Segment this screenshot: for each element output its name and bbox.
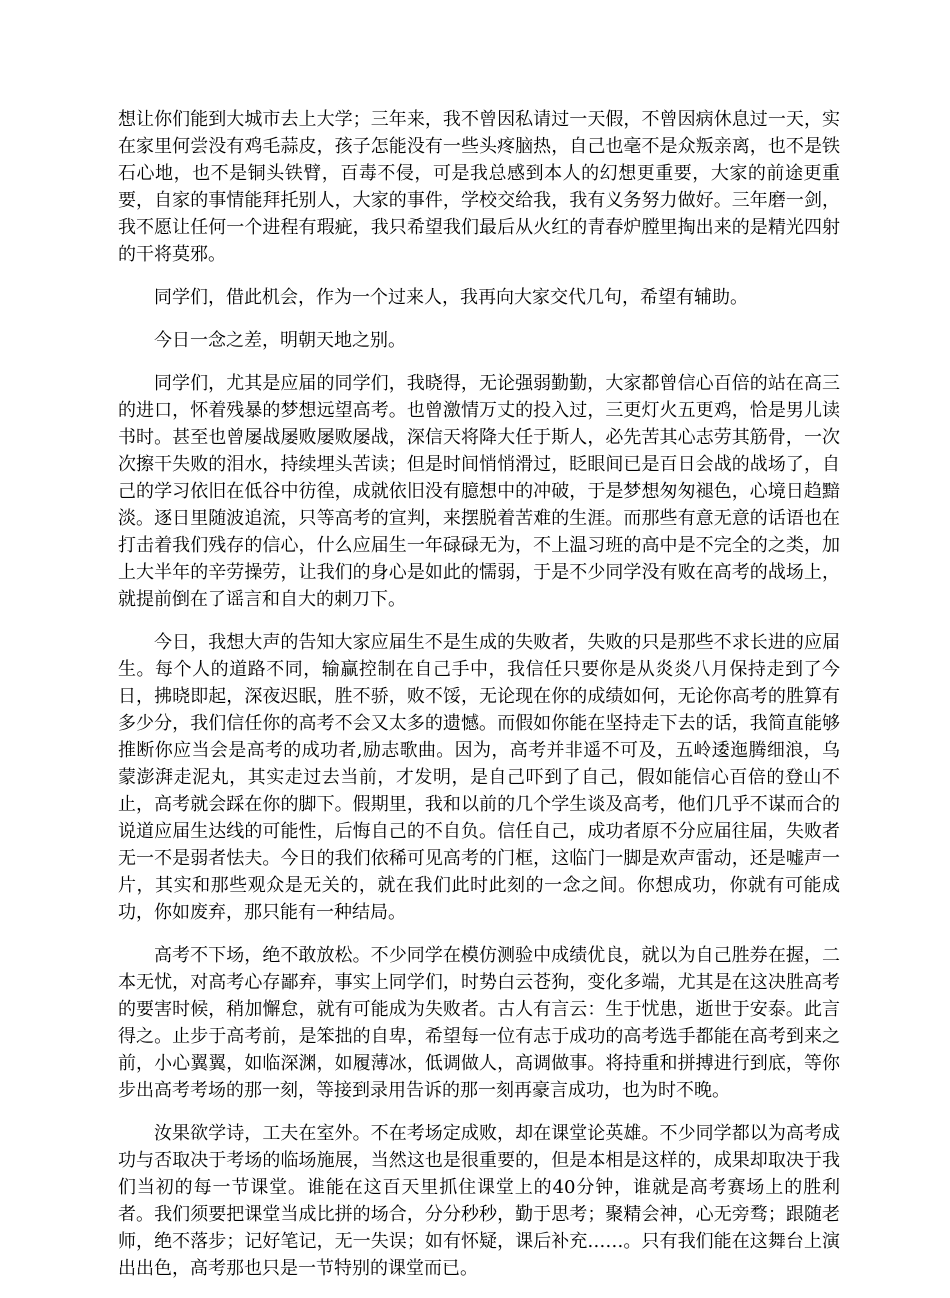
paragraph-4: 同学们，尤其是应届的同学们，我晓得，无论强弱勤勤，大家都曾信心百倍的站在高三的进口，怀着残暴的梦想远望高考。也曾激情万丈的投入过，三更灯火五更鸡，恰是男儿读书时。甚至也曾屡战屡败屡败屡战，深信天将降大任于斯人，必先苦其心志劳其筋骨，一次次擦干失败的泪水，持续埋头苦读；但是时间悄悄滑过，眨眼间已是百日会战的战场了，自己的学习依旧在低谷中彷徨，成就依旧没有臆想中的冲破，于是梦想匆匆褪色，心境日趋黯淡。逐日里随波追流，只等高考的宣判，来摆脱着苦难的生涯。而那些有意无意的话语也在打击着我们残存的信心，什么应届生一年碌碌无为，不上温习班的高中是不完全的之类，加上大半年的辛劳操劳，让我们的身心是如此的懦弱，于是不少同学没有败在高考的战场上，就提前倒在了谣言和自大的刺刀下。 [118, 373, 840, 610]
paragraph-3: 今日一念之差，明朝天地之别。 [154, 330, 406, 351]
document-body [118, 106, 840, 1298]
paragraph-5: 今日，我想大声的告知大家应届生不是生成的失败者，失败的只是那些不求长进的应届生。每个人的道路不同，输赢控制在自己手中，我信任只要你是从炎炎八月保持走到了今日，拂晓即起，深夜迟眠，胜不骄，败不馁，无论现在你的成绩如何，无论你高考的胜算有多少分，我们信任你的高考不会又太多的遗憾。而假如你能在坚持走下去的话，我简直能够推断你应当会是高考的成功者,励志歌曲。因为，高考并非遥不可及，五岭逶迤腾细浪，乌蒙澎湃走泥丸，其实走过去当前，才发明，是自己吓到了自己，假如能信心百倍的登山不止，高考就会踩在你的脚下。假期里，我和以前的几个学生谈及高考，他们几乎不谋而合的说道应届生达线的可能性，后悔自己的不自负。信任自己，成功者原不分应届往届，失败者无一不是弱者怯夫。今日的我们依稀可见高考的门框，这临门一脚是欢声雷动，还是嘘声一片，其实和那些观众是无关的，就在我们此时此刻的一念之间。你想成功，你就有可能成功，你如废弃，那只能有一种结局。 [118, 632, 840, 923]
paragraph-7: 汝果欲学诗，工夫在室外。不在考场定成败，却在课堂论英雄。不少同学都以为高考成功与否取决于考场的临场施展，当然这也是很重要的，但是本相是这样的，成果却取决于我们当初的每一节课堂。谁能在这百天里抓住课堂上的40分钟，谁就是高考赛场上的胜利者。我们须要把课堂当成比拼的场合，分分秒秒，勤于思考；聚精会神，心无旁骛；跟随老师，绝不落步；记好笔记，无一失误；如有怀疑，课后补充……。只有我们能在这舞台上演出出色，高考那也只是一节特别的课堂而已。 [118, 1123, 840, 1279]
paragraph-6: 高考不下场，绝不敢放松。不少同学在模仿测验中成绩优良，就以为自己胜券在握，二本无忧，对高考心存鄙弃，事实上同学们，时势白云苍狗，变化多端，尤其是在这决胜高考的要害时候，稍加懈怠，就有可能成为失败者。古人有言云：生于忧患，逝世于安泰。此言得之。止步于高考前，是笨拙的自卑，希望每一位有志于成功的高考选手都能在高考到来之前，小心翼翼，如临深渊，如履薄冰，低调做人，高调做事。将持重和拼搏进行到底，等你步出高考考场的那一刻，等接到录用告诉的那一刻再豪言成功，也为时不晚。 [118, 945, 840, 1101]
paragraph-1: 想让你们能到大城市去上大学；三年来，我不曾因私请过一天假，不曾因病休息过一天，实在家里何尝没有鸡毛蒜皮，孩子怎能没有一些头疼脑热，自己也毫不是众叛亲离，也不是铁石心地，也不是铜头铁臂，百毒不侵，可是我总感到本人的幻想更重要，大家的前途更重要，自家的事情能拜托别人，大家的事件，学校交给我，我有义务努力做好。三年磨一剑，我不愿让任何一个进程有瑕疵，我只希望我们最后从火红的青春炉膛里掏出来的是精光四射的干将莫邪。 [118, 109, 840, 265]
paragraph-2: 同学们，借此机会，作为一个过来人，我再向大家交代几句，希望有辅助。 [154, 287, 748, 308]
